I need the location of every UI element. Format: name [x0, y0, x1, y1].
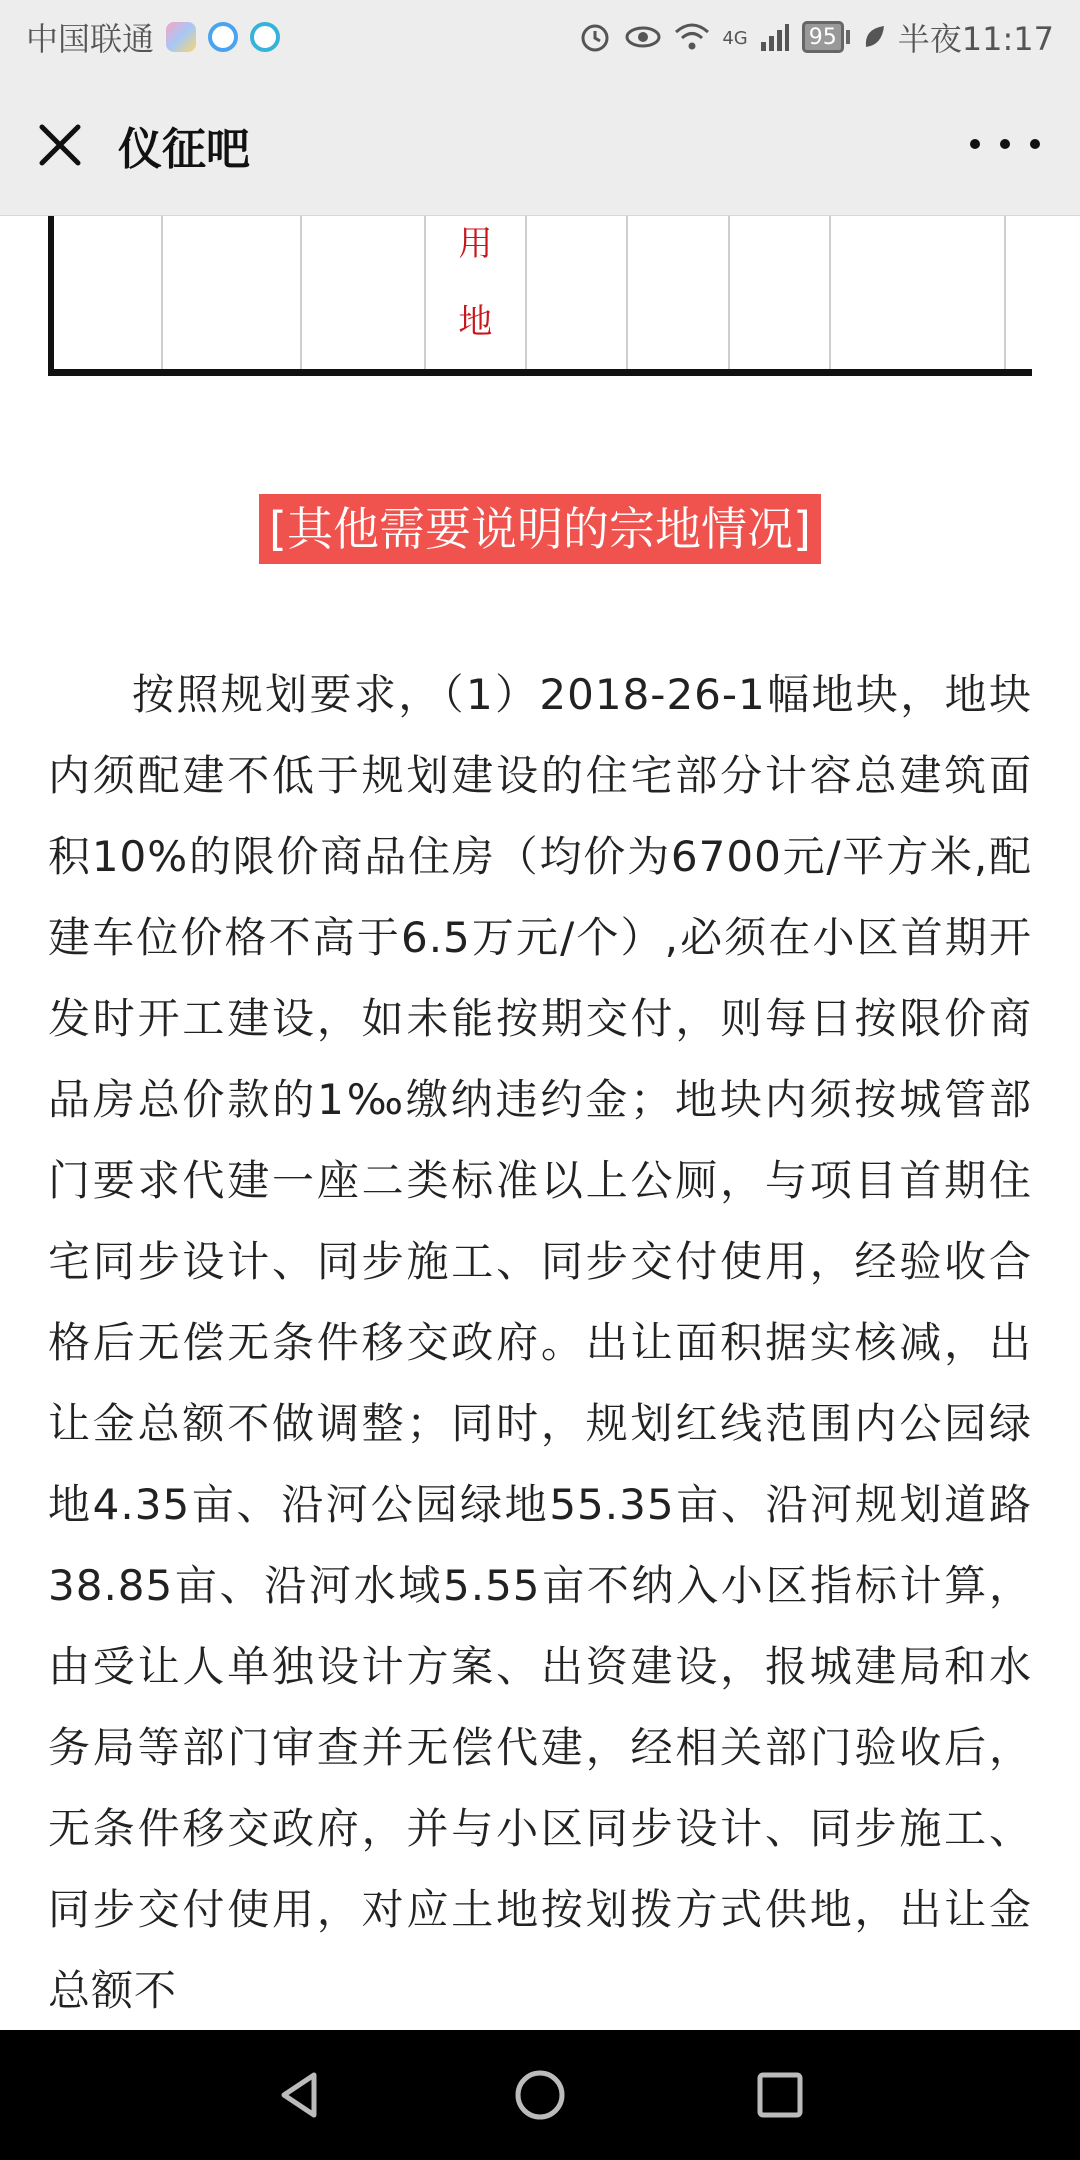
table-cell — [730, 216, 831, 369]
section-heading: [其他需要说明的宗地情况] — [259, 494, 821, 564]
article-content[interactable] — [0, 216, 1080, 2030]
title-bar — [0, 74, 1080, 216]
back-button[interactable] — [255, 2050, 345, 2140]
article-paragraph: 按照规划要求，（1）2018-26-1幅地块，地块内须配建不低于规划建设的住宅部分计容总建筑面积10%的限价商品住房（均价为6700元/平方米,配建车位价格不高于6.5万元/个）,必须在小区首期开发时开工建设，如未能按期交付，则每日按限价商品房总价款的1‰缴纳违约金；地块内须按城管部门要求代建一座二类标准以上公厕，与项目首期住宅同步设计、同步施工、同步交付使用，经验收合格后无偿无条件移交政府。出让面积据实核减，出让金总额不做调整；同时，规划红线范围内公园绿地4.35亩、沿河公园绿地55.35亩、沿河规划道路38.85亩、沿河水域5.55亩不纳入小区指标计算，由受让人单独设计方案、出资建设，报城建局和水务局等部门审查并无偿代建，经相关部门验收后，无条件移交政府，并与小区同步设计、同步施工、同步交付使用，对应土地按划拨方式供地，出让金总额不 — [48, 670, 1032, 2015]
table-cell — [628, 216, 729, 369]
recents-square-icon — [752, 2067, 808, 2123]
more-dot-icon — [1000, 139, 1010, 149]
close-button[interactable] — [18, 103, 102, 187]
back-triangle-icon — [272, 2067, 328, 2123]
app-notification-icon — [166, 22, 196, 52]
battery-indicator — [802, 21, 850, 53]
carrier-label: 中国联通 — [26, 20, 155, 58]
browser-notification-icon — [208, 22, 238, 52]
battery-level: 95 — [802, 21, 844, 53]
table-cell — [1006, 216, 1032, 369]
leaf-icon — [862, 23, 886, 51]
signal-icon — [760, 22, 790, 52]
search-notification-icon — [250, 22, 280, 52]
recents-button[interactable] — [735, 2050, 825, 2140]
table-cell — [163, 216, 302, 369]
eye-comfort-icon — [624, 22, 662, 52]
close-icon — [36, 121, 84, 169]
page-title: 仪征吧 — [118, 123, 250, 175]
table-cell-land-use — [426, 216, 527, 369]
table-cell — [527, 216, 628, 369]
more-options-button[interactable] — [970, 114, 1040, 174]
more-dot-icon — [970, 139, 980, 149]
network-type-label: 4G — [722, 28, 748, 49]
table-cell — [831, 216, 1006, 369]
land-table-fragment — [48, 216, 1032, 376]
wifi-icon — [674, 22, 710, 52]
alarm-icon — [578, 20, 612, 54]
table-cell-text: 地 — [458, 302, 493, 342]
battery-tip — [846, 30, 850, 44]
table-cell-text: 用 — [458, 224, 493, 264]
more-dot-icon — [1030, 139, 1040, 149]
status-bar — [0, 0, 1080, 74]
navigation-bar — [0, 2030, 1080, 2160]
section-heading-wrap — [0, 494, 1080, 564]
status-right — [578, 14, 1054, 60]
table-cell — [302, 216, 425, 369]
table-cell — [54, 216, 163, 369]
clock-label: 半夜11:17 — [897, 20, 1054, 58]
home-circle-icon — [512, 2067, 568, 2123]
home-button[interactable] — [495, 2050, 585, 2140]
status-left — [26, 14, 280, 60]
